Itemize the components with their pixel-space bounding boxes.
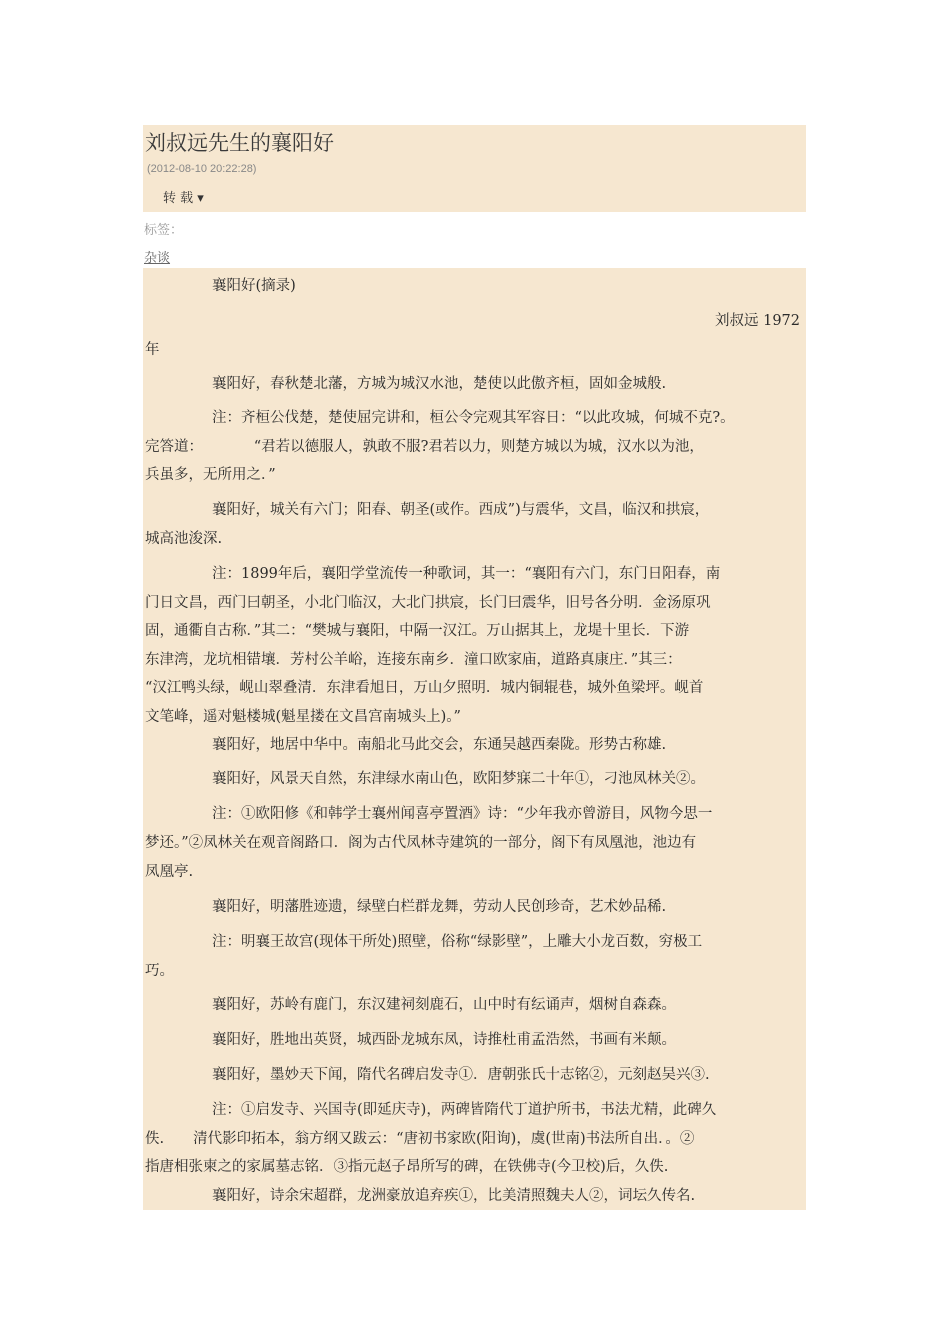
text-line: 城高池浚深. xyxy=(145,531,223,547)
text-line: 襄阳好，地居中华中。南船北马此交会，东通吴越西秦陇。形势古称雄. xyxy=(212,737,667,753)
post-datetime: (2012-08-10 20:22:28) xyxy=(147,163,257,175)
text-line: 襄阳好(摘录) xyxy=(212,278,296,294)
text-line: 东津湾，龙坑相错壤．芳村公羊峪，连接东南乡．潼口欧家庙，道路真康庄．”其三： xyxy=(145,652,682,668)
text-line: 襄阳好，苏岭有鹿门，东汉建祠刻鹿石，山中时有纭诵声，烟树自森森。 xyxy=(212,997,676,1013)
text-line: 巧。 xyxy=(145,963,174,979)
text-line: 文笔峰，遥对魁楼城(魁星搂在文昌宫南城头上)。” xyxy=(145,709,461,725)
post-title: 刘叔远先生的襄阳好 xyxy=(145,131,334,155)
text-line: 襄阳好，春秋楚北藩，方城为城汉水池，楚使以此傲齐桓，固如金城般. xyxy=(212,376,667,392)
text-line: 襄阳好，明藩胜迹遗，绿壁白栏群龙舞，劳动人民创珍奇，艺术妙品稀. xyxy=(212,899,667,915)
text-line: 注：①启发寺、兴国寺(即延庆寺)，两碑皆隋代丁道护所书，书法尤精，此碑久 xyxy=(212,1102,717,1118)
repost-dropdown[interactable]: 转 载 ▾ xyxy=(163,191,204,206)
text-line: 襄阳好，胜地出英贤，城西卧龙城东凤，诗推杜甫孟浩然，书画有米颠。 xyxy=(212,1032,676,1048)
text-line: 固，通衢自古称．”其二：“樊城与襄阳，中隔一汉江。万山据其上，龙堤十里长．下游 xyxy=(145,623,690,639)
text-line: 指唐相张柬之的家属墓志铭．③指元赵子昂所写的碑，在铁佛寺(今卫校)后，久佚. xyxy=(145,1159,669,1175)
text-line: 襄阳好，风景天自然，东津绿水南山色，欧阳梦寐二十年①，刁池凤林关②。 xyxy=(212,771,705,787)
text-line: 注：明襄王故宫(现体干所处)照壁，俗称“绿影壁”，上雕大小龙百数，穷极工 xyxy=(212,934,703,950)
tag-link[interactable]: 杂谈 xyxy=(144,251,171,266)
text-line: 刘叔远 1972 xyxy=(714,313,800,329)
text-line: 兵虽多，无所用之．” xyxy=(145,467,276,483)
text-line: 襄阳好，城关有六门；阳春、朝圣(或作。西成”)与震华，文昌，临汉和拱宸， xyxy=(212,502,710,518)
text-line: 佚. 清代影印拓本，翁方纲又跋云：“唐初书家欧(阳询)，虞(世南)书法所自出．。② xyxy=(145,1131,695,1147)
text-line: 凤凰亭. xyxy=(145,864,194,880)
text-line: 注：齐桓公伐楚，楚使屈完讲和，桓公令完观其军容日：“以此攻城，何城不克?。 xyxy=(212,410,735,426)
article-body xyxy=(143,268,806,1210)
text-line: 门日文昌，西门曰朝圣，小北门临汉，大北门拱宸，长门曰震华，旧号各分明．金汤原巩 xyxy=(145,595,711,611)
text-line: 梦还。”②凤林关在观音阁路口．阁为古代凤林寺建筑的一部分，阁下有凤凰池，池边有 xyxy=(145,835,697,851)
text-line: 襄阳好，墨妙天下闻，隋代名碑启发寺①．唐朝张氏十志铭②，元刻赵吴兴③. xyxy=(212,1067,710,1083)
text-line: 襄阳好，诗余宋超群，龙洲豪放追弃疾①，比美清照魏夫人②，词坛久传名. xyxy=(212,1188,696,1204)
tags-label: 标签： xyxy=(144,223,184,238)
text-line: 注：①欧阳修《和韩学士襄州闻喜亭置酒》诗：“少年我亦曾游目，风物今思一 xyxy=(212,806,713,822)
text-line: “汉江鸭头绿，岘山翠叠清．东津看旭日，万山夕照明．城内铜辊巷，城外鱼梁坪。岘首 xyxy=(145,680,704,696)
text-line: 完答道： “君若以德服人，孰敢不服?君若以力，则楚方城以为城，汉水以为池， xyxy=(145,439,704,455)
text-line: 注：1899年后，襄阳学堂流传一种歌词，其一：“襄阳有六门，东门日阳春，南 xyxy=(212,566,721,582)
post-header xyxy=(143,125,806,212)
text-line: 年 xyxy=(145,342,160,358)
